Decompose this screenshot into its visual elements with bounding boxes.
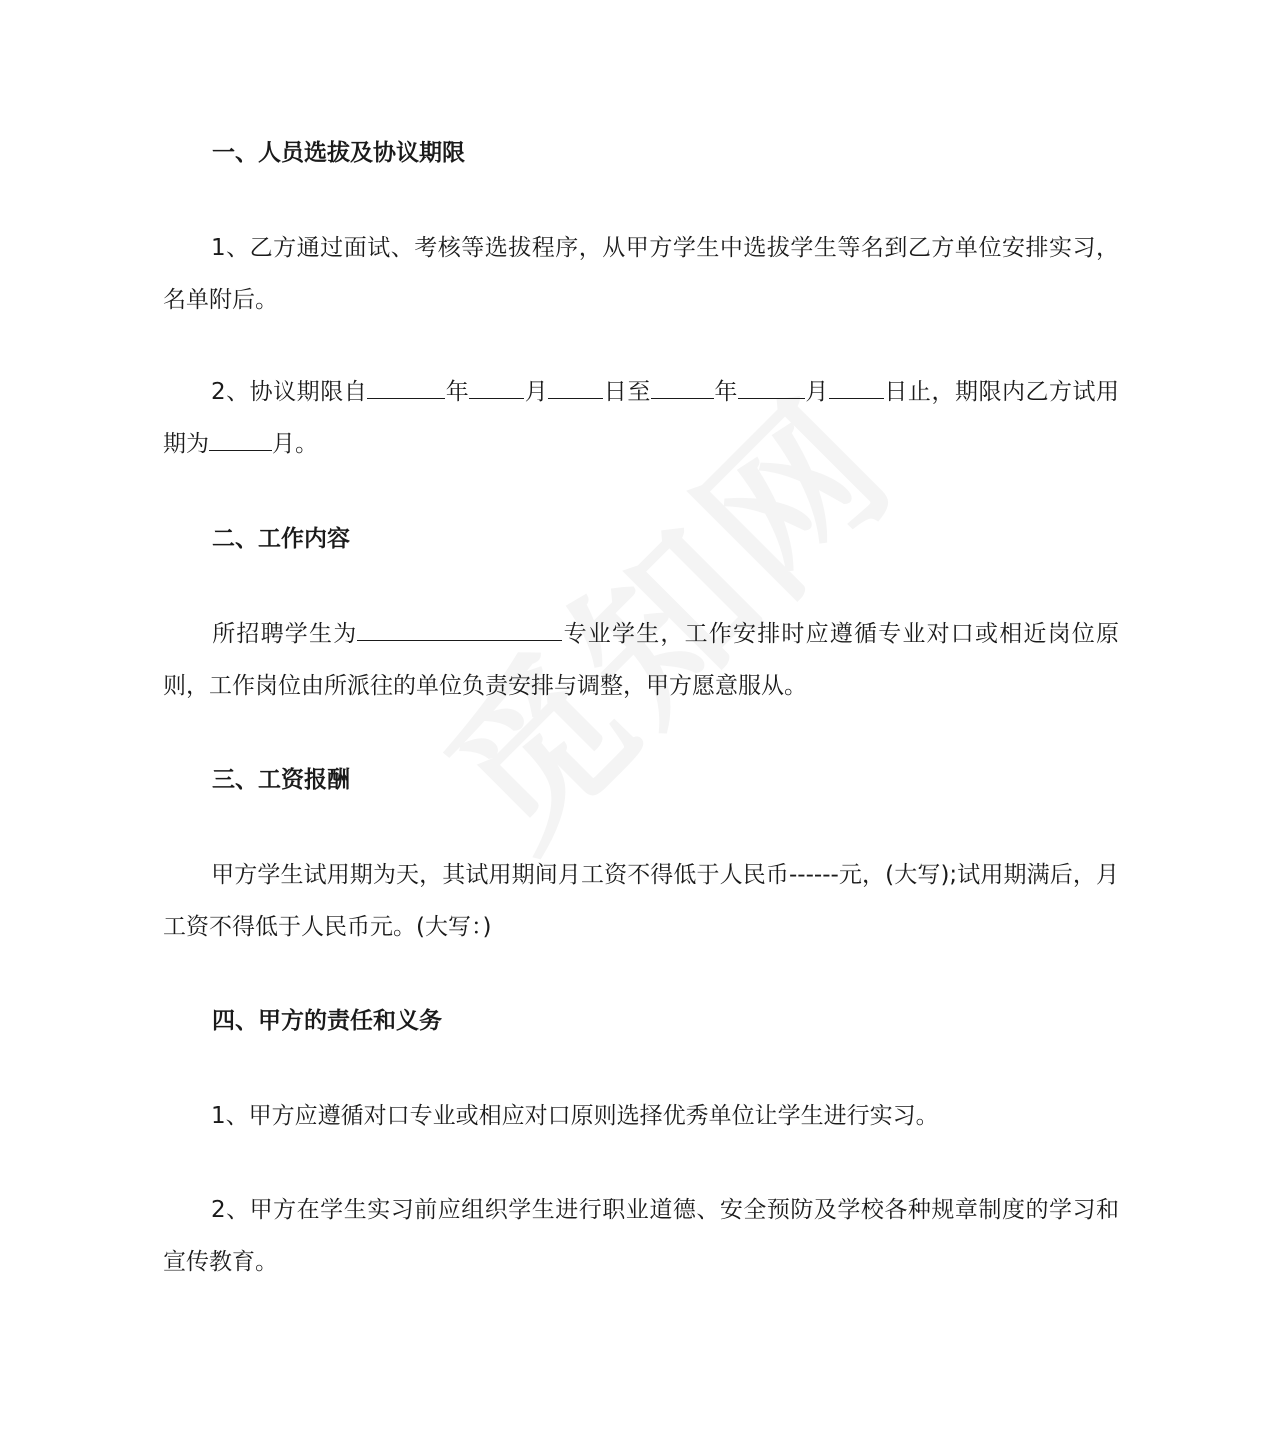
section-heading-1: 一、人员选拔及协议期限 [212, 140, 465, 166]
paragraph-1-item-1 [163, 222, 1119, 326]
fill-blank [469, 376, 524, 399]
section-heading-2: 二、工作内容 [212, 526, 350, 552]
paragraph-text: 月 [804, 379, 829, 405]
paragraph-text: 日止，期限内乙方试用期为 [163, 379, 1120, 457]
fill-blank [738, 376, 805, 399]
paragraph-text: 年 [713, 379, 738, 405]
fill-blank [209, 428, 272, 451]
paragraph-text: 月 [524, 379, 549, 405]
paragraph-text: 年 [445, 379, 470, 405]
fill-blank [367, 376, 445, 399]
paragraph-text: 月。 [272, 431, 318, 457]
paragraph-text: 所招聘学生为 [211, 621, 358, 647]
paragraph-text: 1、甲方应遵循对口专业或相应对口原则选择优秀单位让学生进行实习。 [211, 1103, 939, 1129]
paragraph-1-item-2 [163, 366, 1119, 470]
paragraph-2 [163, 608, 1119, 712]
fill-blank [357, 618, 562, 641]
fill-blank [548, 376, 603, 399]
paragraph-3 [163, 849, 1119, 953]
section-heading-3: 三、工资报酬 [212, 767, 350, 793]
paragraph-text: 甲方学生试用期为天，其试用期间月工资不得低于人民币------元，(大写);试用期满后，月工资不得低于人民币元。(大写：) [163, 862, 1119, 940]
paragraph-4-item-1 [163, 1090, 1119, 1142]
fill-blank [829, 376, 884, 399]
paragraph-text: 日至 [603, 379, 651, 405]
paragraph-text: 1、乙方通过面试、考核等选拔程序，从甲方学生中选拔学生等名到乙方单位安排实习，名单附后。 [163, 235, 1119, 313]
fill-blank [651, 376, 714, 399]
paragraph-text: 2、协议期限自 [211, 379, 368, 405]
paragraph-text: 2、甲方在学生实习前应组织学生进行职业道德、安全预防及学校各种规章制度的学习和宣传教育。 [163, 1197, 1119, 1275]
paragraph-text: 专业学生，工作安排时应遵循专业对口或相近岗位原则，工作岗位由所派往的单位负责安排与调整，甲方愿意服从。 [163, 621, 1120, 699]
section-heading-4: 四、甲方的责任和义务 [212, 1008, 442, 1034]
paragraph-4-item-2 [163, 1184, 1119, 1288]
